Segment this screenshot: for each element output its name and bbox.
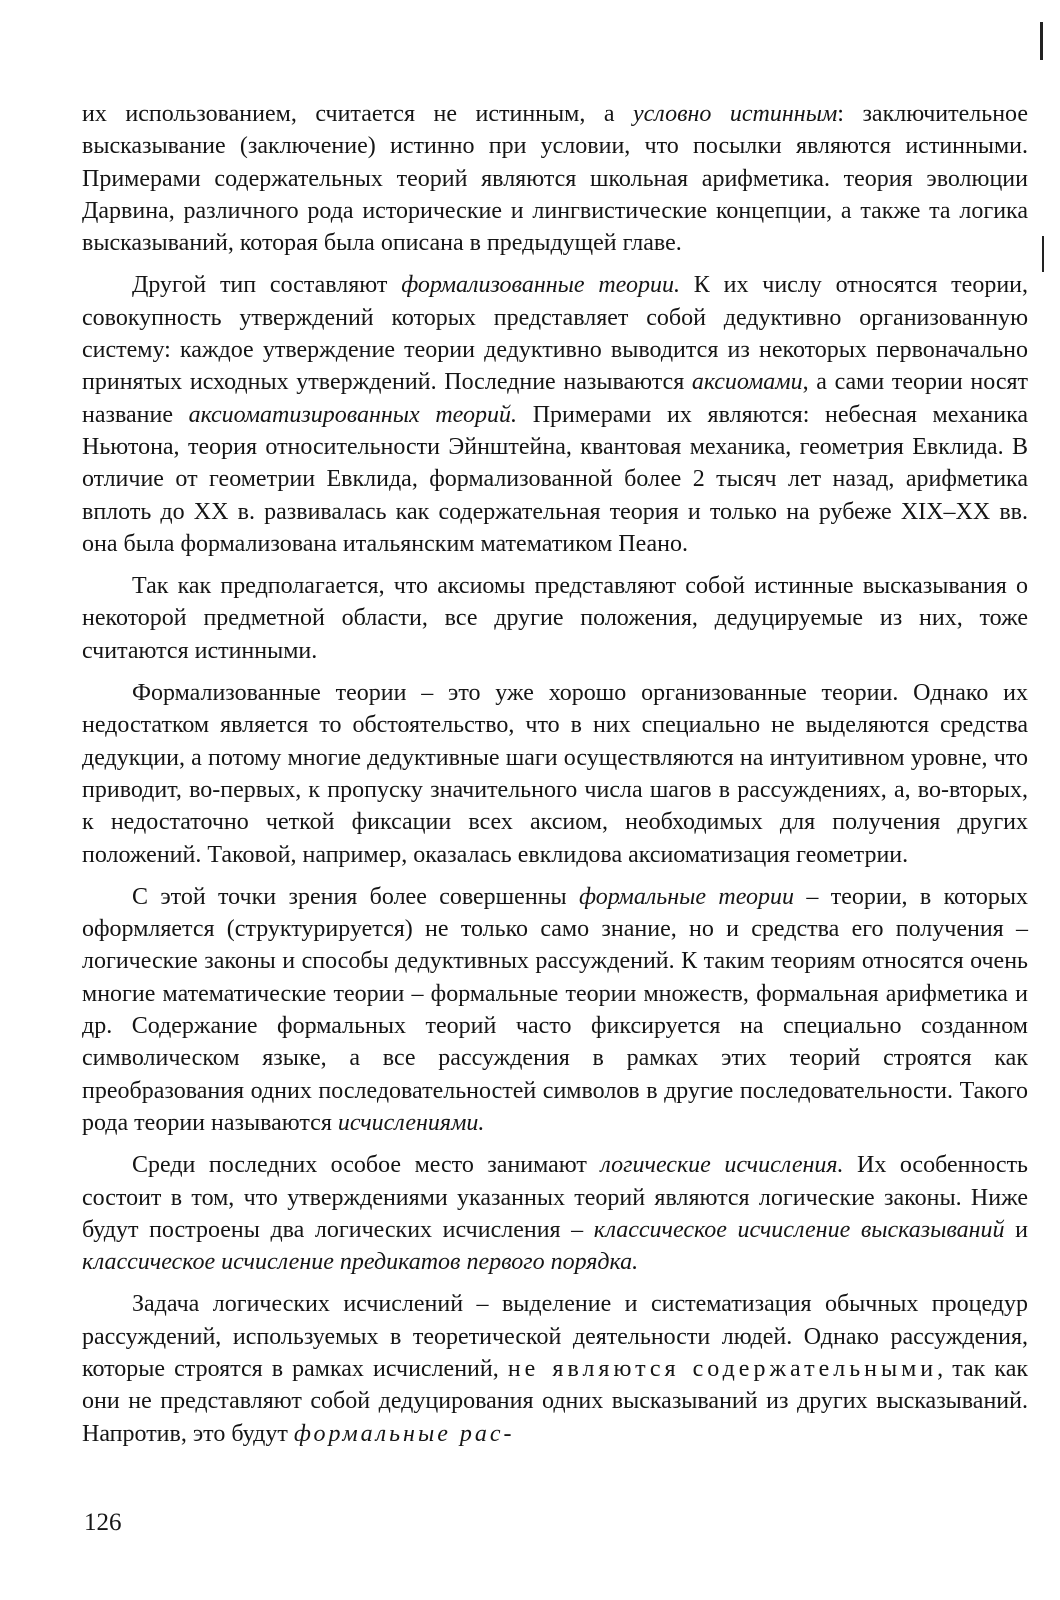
emphasis-run: аксиомами (691, 369, 803, 396)
text-run: К их числу относятся теории, совокупность утверждений которых представляет собой дедуктивно организованную систему: каждое утверждение теории дедуктивно выводится из некоторых первоначально принятых исходных утверждений. Последние называются (82, 272, 1029, 396)
emphasis-run: классическое исчисление предикатов первого порядка. (82, 1249, 639, 1276)
paragraph (82, 269, 1028, 560)
text-run: Задача логических исчислений – выделение и систематизация обычных процедур рассуждений, используемых в теоретической деятельности людей. Однако рассуждения, которые строятся в рамках исчислений, (82, 1291, 1028, 1382)
paragraph (82, 1288, 1028, 1449)
text-run: С этой точки зрения более совершенны (132, 883, 579, 910)
emphasis-run: формальные теории (578, 883, 795, 910)
emphasis-run: логические исчисления. (600, 1152, 844, 1179)
emphasis-run: классическое исчисление высказываний (593, 1216, 1005, 1243)
text-run: , так как они не представляют собой дедуцирования одних высказываний из других высказываний. Напротив, это будут (82, 1355, 1028, 1447)
emphasis-run: не являются содержательными (507, 1355, 938, 1382)
text-run: Другой тип составляют (132, 272, 402, 299)
text-run: Их особенность состоит в том, что утверждениями указанных теорий являются логические законы. Ниже будут построены два логических исчисления – (82, 1152, 1028, 1243)
page-body (82, 98, 1028, 1460)
scan-edge-mark-top (1040, 22, 1043, 60)
text-run: их использованием, считается не истинным, а (82, 101, 633, 127)
paragraph (82, 570, 1028, 667)
page-number: 126 (84, 1509, 122, 1536)
paragraph (82, 677, 1028, 871)
scan-edge-mark-side (1042, 236, 1044, 272)
text-run: , а сами теории носят название (82, 369, 1029, 428)
paragraph (82, 1149, 1028, 1278)
text-run: Примерами их являются: небесная механика Ньютона, теория относительности Эйнштейна, квантовая механика, геометрия Евклида. В отличие от геометрии Евклида, формализованной более 2 тысяч лет назад, арифметика вплоть до XX в. развивалась как содержательная теория и только на рубеже XIX–XX вв. она была формализована итальянским математиком Пеано. (82, 401, 1029, 557)
emphasis-run: формализованные теории. (401, 272, 680, 299)
paragraph (82, 881, 1028, 1139)
text-run: : заключительное высказывание (заключение) истинно при условии, что посылки являются истинными. Примерами содержательных теорий являются школьная арифметика. теория эволюции Дарвина, различного рода исторические и лингвистические концепции, а также та логика высказываний, которая была описана в предыдущей главе. (82, 101, 1028, 257)
text-run: и (1004, 1216, 1028, 1243)
emphasis-run: исчислениями. (337, 1109, 485, 1136)
paragraph (82, 98, 1028, 259)
text-run: Так как предполагается, что аксиомы представляют собой истинные высказывания о некоторой предметной области, все другие положения, дедуцируемые из них, тоже считаются истинными. (82, 573, 1028, 664)
text-run: Среди последних особое место занимают (132, 1152, 601, 1179)
emphasis-run: аксиоматизированных теорий. (188, 401, 518, 428)
emphasis-run: условно истинным (633, 101, 838, 127)
text-run: – теории, в которых оформляется (структурируется) не только само знание, но и средства его получения – логические законы и способы дедуктивных рассуждений. К таким теориям относятся очень многие математические теории – формальные теории множеств, формальная арифметика и др. Содержание формальных теорий часто фиксируется на специально созданном символическом языке, а все рассуждения в рамках этих теорий строятся как преобразования одних последовательностей символов в другие последовательности. Такого рода теории называются (82, 883, 1028, 1136)
text-run: Формализованные теории – это уже хорошо организованные теории. Однако их недостатком является то обстоятельство, что в них специально не выделяются средства дедукции, а потому многие дедуктивные шаги осуществляются на интуитивном уровне, что приводит, во-первых, к пропуску значительного числа шагов в рассуждениях, а, во-вторых, к недостаточно четкой фиксации всех аксиом, необходимых для получения других положений. Таковой, например, оказалась евклидова аксиоматизация геометрии. (82, 680, 1028, 868)
emphasis-run: формальные рас- (293, 1420, 515, 1447)
